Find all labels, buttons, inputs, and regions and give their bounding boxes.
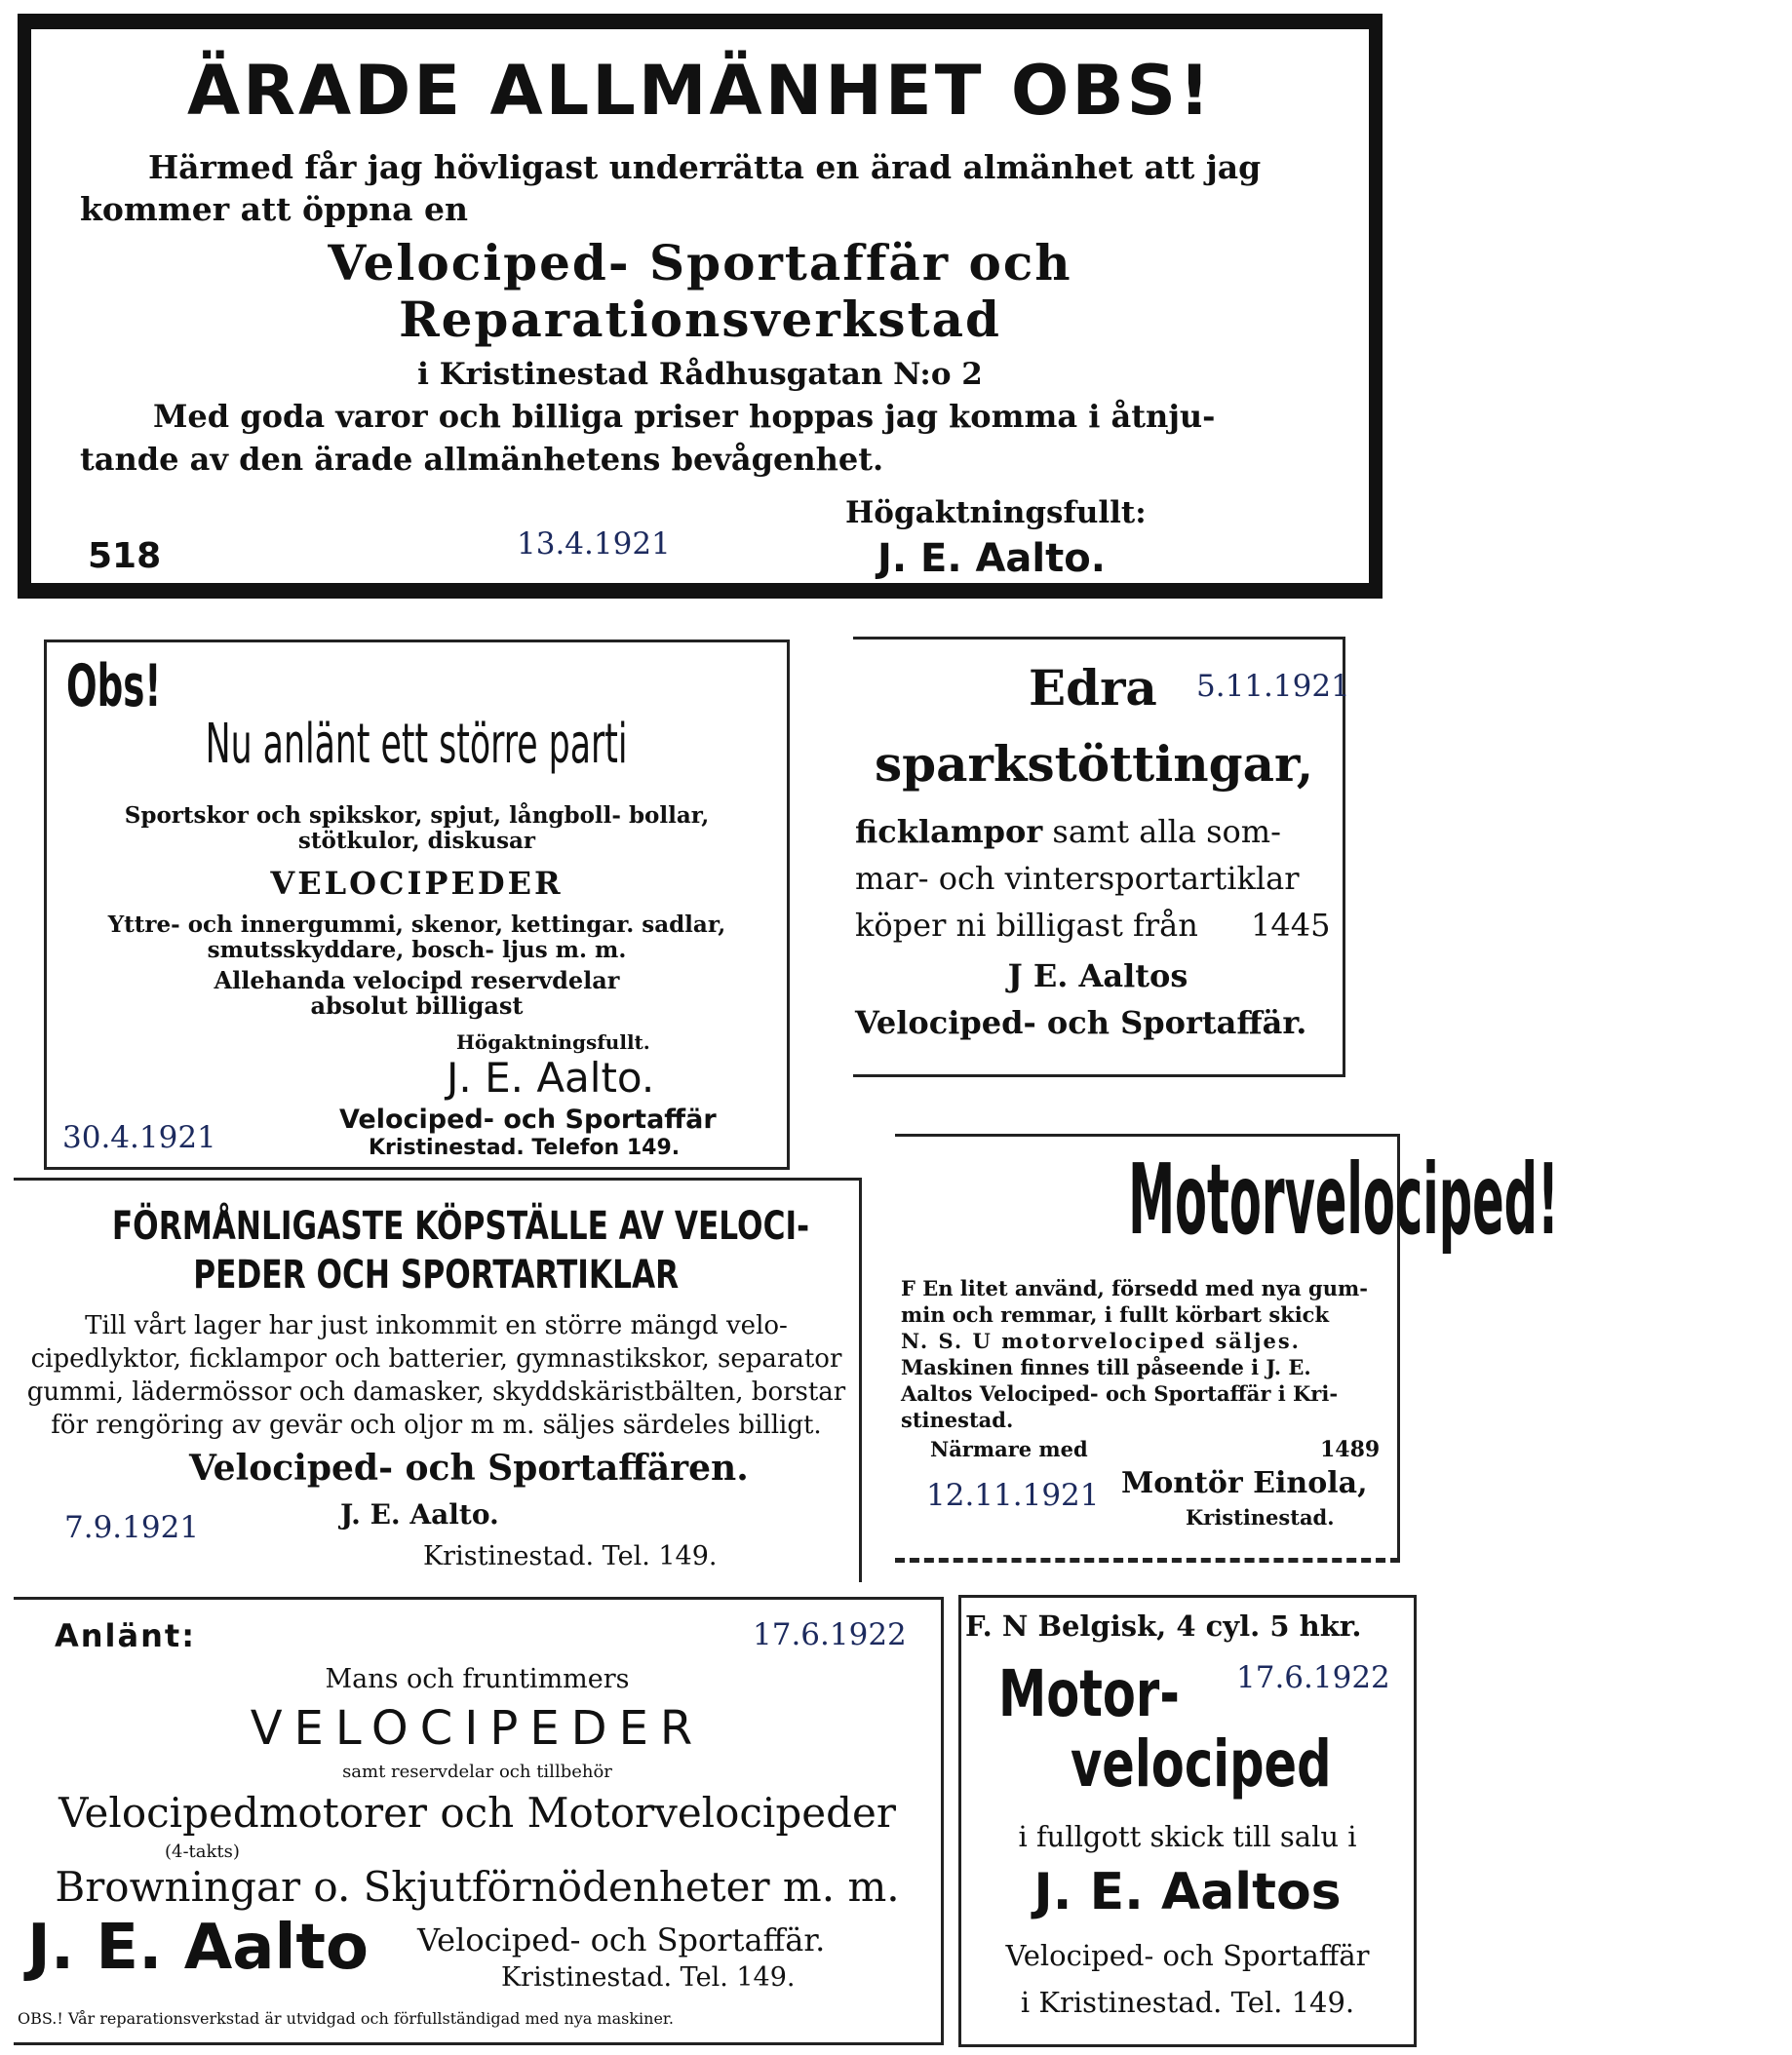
ad4-head2: PEDER OCH SPORTARTIKLAR [193,1253,680,1298]
ad6-contact: Kristinestad. Tel. 149. [501,1962,796,1993]
ad5-l4: Maskinen finnes till påseende i J. E. [901,1355,1311,1379]
ad5-l6: stinestad. [901,1408,1014,1432]
ad1-line1: Härmed får jag hövligast underrätta en ärad almänhet att jag [148,148,1262,186]
ad7-title2: velociped [1071,1726,1332,1802]
ad-grand-opening [18,14,1383,599]
ad4-l3: gummi, lädermössor och damasker, skyddskäristbälten, borstar [26,1377,846,1407]
ad2-items5: Allehanda velocipd reservdelar [214,966,620,994]
ad3-sig1: J E. Aaltos [1007,957,1188,994]
ad2-items6: absolut billigast [310,991,524,1020]
ad1-greeting: Högaktningsfullt: [845,495,1147,530]
ad6-signature: J. E. Aalto [27,1912,369,1984]
ad7-l1: F. N Belgisk, 4 cyl. 5 hkr. [965,1609,1362,1643]
ad4-l4: för rengöring av gevär och oljor m m. säljes särdeles billigt. [51,1411,822,1440]
ad6-note: OBS.! Vår reparationsverkstad är utvidgad och förfullständigad med nya maskiner. [18,2009,674,2028]
ad6-velocipeder: VELOCIPEDER [250,1701,705,1756]
ad-sport-arrivals [44,640,790,1170]
ad3-line1: ficklampor samt alla som- [855,813,1281,850]
ad2-obs: Obs! [66,652,162,720]
ad7-shop: Velociped- och Sportaffär [1005,1939,1370,1972]
ad5-l3: N. S. U motorvelociped säljes. [901,1329,1301,1353]
ad3-title1: Edra [1029,659,1157,717]
ad1-line3: Med goda varor och billiga priser hoppas jag komma i åtnju- [153,398,1216,435]
ad7-date: 17.6.1922 [1236,1660,1390,1695]
ad3-line3: köper ni billigast från [855,907,1198,944]
ad1-shop-line2: Reparationsverkstad [399,291,1001,348]
ad6-l4: (4-takts) [165,1842,240,1862]
ad2-contact: Kristinestad. Telefon 149. [369,1136,681,1160]
ad6-l5: Browningar o. Skjutförnödenheter m. m. [55,1863,900,1911]
ad6-shop: Velociped- och Sportaffär. [417,1921,826,1958]
ad2-headline: Nu anlänt ett större parti [206,713,628,776]
ad4-shop: Velociped- och Sportaffären. [189,1448,749,1489]
ad6-l3: Velocipedmotorer och Motorvelocipeder [58,1789,896,1837]
ad2-items1: Sportskor och spikskor, spjut, långboll- bollar, [124,802,710,829]
ad1-line2: kommer att öppna en [80,190,468,228]
ad3-date: 5.11.1921 [1196,669,1350,704]
ad1-signature: J. E. Aalto. [877,536,1106,581]
ad1-number: 518 [88,536,162,576]
ad1-line4: tande av den ärade allmänhetens bevågenhet. [80,441,884,478]
ad5-title: Motorveloсiped! [1128,1143,1559,1257]
ad2-items2: stötkulor, diskusar [297,828,536,854]
ad2-greeting: Högaktningsfullt. [456,1030,650,1054]
ad4-l1: Till vårt lager har just inkommit en större mängd velo- [85,1311,788,1340]
ad2-items4: smutsskyddare, bosch- ljus m. m. [207,937,627,963]
ad5-name: Montör Einola, [1121,1466,1368,1500]
ad7-contact: i Kristinestad. Tel. 149. [1020,1986,1355,2019]
ad-velocipeder-arrived [14,1597,944,2045]
ad-motorcycle-for-sale [895,1134,1559,1563]
ad2-signature: J. E. Aalto. [447,1054,655,1102]
ad6-arrived: Anlänt: [55,1617,196,1654]
ad-best-shop [14,1178,862,1582]
ad2-date: 30.4.1921 [62,1120,216,1155]
ad1-date: 13.4.1921 [517,526,671,562]
ad7-title1: Motor- [998,1656,1180,1731]
ad6-date: 17.6.1922 [753,1617,907,1652]
ad2-items3: Yttre- och innergummi, skenor, kettingar. sadlar, [107,911,726,938]
ad-belgian-motorcycle [958,1595,1417,2047]
ad3-line2: mar- och vintersportartiklar [855,860,1300,897]
ad7-signature: J. E. Aaltos [1033,1863,1342,1921]
ad5-date: 12.11.1921 [926,1478,1100,1513]
ad4-head1: FÖRMÅNLIGASTE KÖPSTÄLLE AV VELOCI- [111,1204,810,1249]
ad6-l2: samt reservdelar och tillbehör [342,1762,612,1782]
ad3-sig2: Velociped- och Sportaffär. [855,1004,1307,1041]
ad2-velocipeder: VELOCIPEDER [270,865,564,902]
ad4-date: 7.9.1921 [64,1510,200,1545]
ad5-l5: Aaltos Velociped- och Sportaffär i Kri- [901,1381,1339,1406]
ad5-near: Närmare med [930,1437,1088,1461]
ad3-title2: sparkstöttingar, [875,735,1314,793]
ad5-l1: F En litet använd, försedd med nya gum- [901,1276,1368,1300]
ad1-shop-line1: Veloсiped- Sportaffär och [328,234,1072,291]
ad4-contact: Kristinestad. Tel. 149. [423,1541,718,1571]
ad3-number: 1445 [1251,907,1331,944]
ad7-l2: i fullgott skick till salu i [1018,1820,1357,1853]
ad2-shop: Velociped- och Sportaffär [339,1105,717,1135]
ad6-l1: Mans och fruntimmers [325,1664,630,1694]
ad-kick-sleds [853,637,1350,1077]
ad1-headline: ÄRADE ALLMÄNHET OBS! [186,51,1214,131]
ad5-number: 1489 [1320,1437,1381,1462]
ad4-l2: cipedlyktor, ficklampor och batterier, gymnastikskor, separator [30,1344,842,1374]
ad1-address: i Kristinestad Rådhusgatan N:o 2 [417,357,983,392]
ad5-l2: min och remmar, i fullt körbart skick [901,1302,1330,1327]
ad4-signature: J. E. Aalto. [340,1498,499,1531]
ad5-town: Kristinestad. [1186,1505,1335,1530]
